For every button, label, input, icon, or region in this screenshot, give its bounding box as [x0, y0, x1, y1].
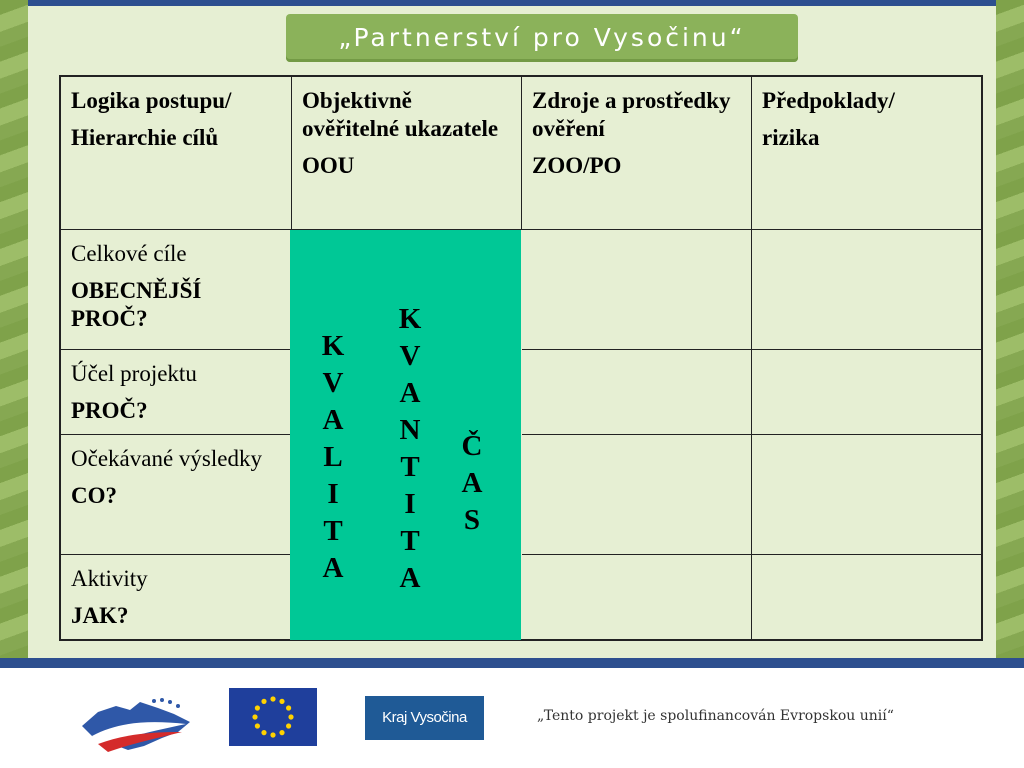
table-cell-empty — [522, 350, 752, 435]
eu-stars-icon — [229, 688, 317, 746]
header-cell-assumptions — [752, 77, 981, 230]
table-cell-empty — [752, 435, 981, 555]
letter: A — [399, 562, 421, 594]
bottom-border-bar — [0, 658, 1024, 668]
table-cell-empty — [752, 230, 981, 350]
row-label-text: Celkové cíle — [71, 241, 187, 266]
header-indicators-line2: OOU — [302, 153, 355, 178]
row-question-text: CO? — [71, 483, 117, 508]
title-banner — [286, 14, 798, 62]
row-label-text: Očekávané výsledky — [71, 446, 262, 471]
row-question-text: OBECNĚJŠÍ PROČ? — [71, 278, 202, 331]
table-cell-empty — [752, 555, 981, 639]
letter: N — [399, 414, 421, 446]
row-question-text: JAK? — [71, 603, 129, 628]
header-cell-sources — [522, 77, 752, 230]
czech-map-logo — [78, 692, 196, 754]
header-cell-logic — [61, 77, 292, 230]
right-leaf-decoration — [996, 0, 1024, 768]
letter: L — [323, 441, 343, 473]
letter: A — [322, 404, 344, 436]
letter: K — [321, 330, 345, 362]
header-cell-indicators — [292, 77, 522, 230]
slide-title: „Partnerství pro Vysočinu“ — [338, 23, 746, 52]
vertical-word-cas — [455, 428, 489, 539]
row-label-text: Účel projektu — [71, 361, 197, 386]
letter: K — [398, 303, 422, 335]
row-label-project-purpose — [61, 350, 292, 435]
letter: T — [323, 515, 343, 547]
row-label-activities — [61, 555, 292, 639]
letter: T — [400, 525, 420, 557]
letter: T — [400, 451, 420, 483]
letter: V — [399, 340, 421, 372]
eu-flag-logo — [229, 688, 317, 746]
table-cell-empty — [522, 435, 752, 555]
footer — [0, 668, 1024, 768]
header-assumptions-line2: rizika — [762, 125, 820, 150]
header-assumptions-line1: Předpoklady/ — [762, 88, 895, 113]
letter: Č — [461, 430, 483, 462]
row-label-overall-goals — [61, 230, 292, 350]
header-indicators-line1: Objektivně ověřitelné ukazatele — [302, 88, 499, 141]
letter: I — [327, 478, 339, 510]
row-question-text: PROČ? — [71, 398, 148, 423]
table-cell-empty — [522, 230, 752, 350]
row-label-expected-results — [61, 435, 292, 555]
letter: V — [322, 367, 344, 399]
header-sources-line1: Zdroje a prostředky ověření — [532, 88, 731, 141]
header-logic-line1: Logika postupu/ — [71, 88, 232, 113]
letter: A — [461, 467, 483, 499]
row-label-text: Aktivity — [71, 566, 148, 591]
letter: I — [404, 488, 416, 520]
header-sources-line2: ZOO/PO — [532, 153, 622, 178]
cofinancing-note: „Tento projekt je spolufinancován Evropskou unií“ — [537, 708, 894, 724]
table-cell-empty — [752, 350, 981, 435]
table-cell-empty — [522, 555, 752, 639]
header-logic-line2: Hierarchie cílů — [71, 125, 219, 150]
letter: A — [399, 377, 421, 409]
left-leaf-decoration — [0, 0, 28, 768]
kraj-vysocina-logo: Kraj Vysočina — [365, 696, 484, 740]
letter: A — [322, 552, 344, 584]
logframe-table — [59, 75, 983, 641]
vertical-word-kvalita — [316, 328, 350, 587]
vertical-word-kvantita — [393, 301, 427, 597]
letter: S — [463, 504, 481, 536]
